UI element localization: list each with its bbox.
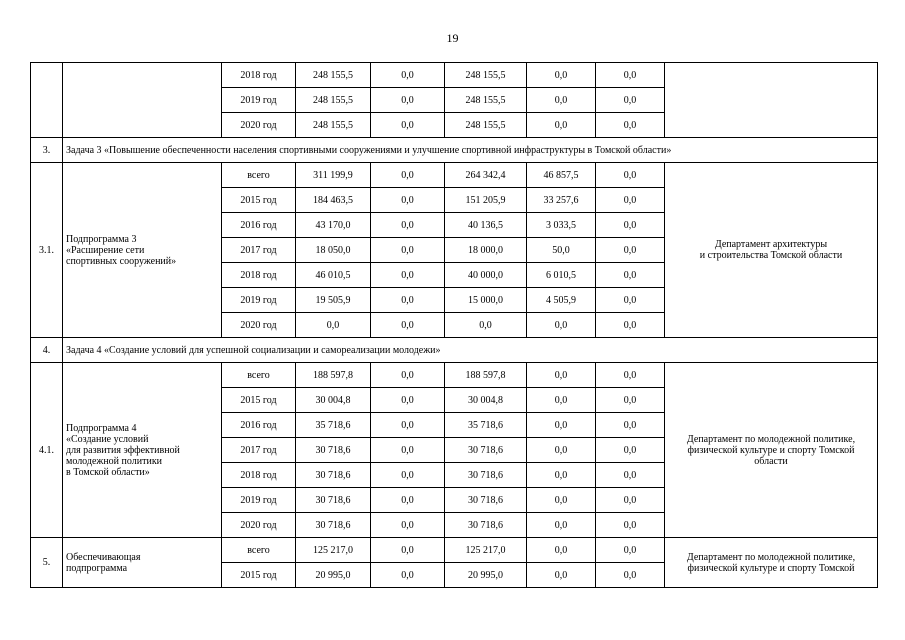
task-number: 4.: [31, 338, 63, 363]
local-cell: 0,0: [527, 88, 596, 113]
total-cell: 248 155,5: [296, 63, 371, 88]
local-cell: 0,0: [527, 538, 596, 563]
responsible-executor: Департамент по молодежной политике, физической культуре и спорту Томской: [665, 538, 878, 588]
page-number: 19: [446, 31, 459, 45]
other-cell: 0,0: [596, 313, 665, 338]
federal-cell: 0,0: [371, 238, 445, 263]
local-cell: 0,0: [527, 513, 596, 538]
regional-cell: 15 000,0: [445, 288, 527, 313]
responsible-executor: Департамент по молодежной политике, физической культуре и спорту Томской области: [665, 363, 878, 538]
total-cell: 18 050,0: [296, 238, 371, 263]
local-cell: 0,0: [527, 563, 596, 588]
year-cell: 2016 год: [222, 213, 296, 238]
task-row: [31, 138, 878, 163]
task-row: [31, 338, 878, 363]
code-cell: [31, 63, 63, 138]
other-cell: 0,0: [596, 488, 665, 513]
federal-cell: 0,0: [371, 263, 445, 288]
name-cell: [63, 63, 222, 138]
federal-cell: 0,0: [371, 113, 445, 138]
total-cell: 43 170,0: [296, 213, 371, 238]
year-cell: 2015 год: [222, 563, 296, 588]
federal-cell: 0,0: [371, 388, 445, 413]
year-cell: 2018 год: [222, 263, 296, 288]
year-cell: всего: [222, 163, 296, 188]
federal-cell: 0,0: [371, 363, 445, 388]
other-cell: 0,0: [596, 163, 665, 188]
local-cell: 3 033,5: [527, 213, 596, 238]
subprogram-code: 5.: [31, 538, 63, 588]
regional-cell: 248 155,5: [445, 113, 527, 138]
total-cell: 311 199,9: [296, 163, 371, 188]
federal-cell: 0,0: [371, 413, 445, 438]
year-cell: всего: [222, 538, 296, 563]
federal-cell: 0,0: [371, 163, 445, 188]
local-cell: 0,0: [527, 413, 596, 438]
federal-cell: 0,0: [371, 538, 445, 563]
other-cell: 0,0: [596, 388, 665, 413]
year-cell: всего: [222, 363, 296, 388]
regional-cell: 20 995,0: [445, 563, 527, 588]
responsible-executor: Департамент архитектуры и строительства Томской области: [665, 163, 878, 338]
other-cell: 0,0: [596, 288, 665, 313]
regional-cell: 30 004,8: [445, 388, 527, 413]
other-cell: 0,0: [596, 363, 665, 388]
year-cell: 2019 год: [222, 488, 296, 513]
subprogram-name: Подпрограмма 3 «Расширение сети спортивных сооружений»: [63, 163, 222, 338]
other-cell: 0,0: [596, 463, 665, 488]
local-cell: 0,0: [527, 363, 596, 388]
total-cell: 30 718,6: [296, 513, 371, 538]
year-cell: 2015 год: [222, 388, 296, 413]
federal-cell: 0,0: [371, 563, 445, 588]
other-cell: 0,0: [596, 438, 665, 463]
year-cell: 2018 год: [222, 463, 296, 488]
subprogram-name: Обеспечивающая подпрограмма: [63, 538, 222, 588]
other-cell: 0,0: [596, 213, 665, 238]
local-cell: 50,0: [527, 238, 596, 263]
federal-cell: 0,0: [371, 213, 445, 238]
total-cell: 30 004,8: [296, 388, 371, 413]
regional-cell: 188 597,8: [445, 363, 527, 388]
total-cell: 184 463,5: [296, 188, 371, 213]
local-cell: 0,0: [527, 488, 596, 513]
table-row: [31, 163, 878, 188]
total-cell: 30 718,6: [296, 438, 371, 463]
regional-cell: 0,0: [445, 313, 527, 338]
federal-cell: 0,0: [371, 88, 445, 113]
local-cell: 0,0: [527, 388, 596, 413]
local-cell: 0,0: [527, 63, 596, 88]
other-cell: 0,0: [596, 263, 665, 288]
regional-cell: 40 000,0: [445, 263, 527, 288]
year-cell: 2016 год: [222, 413, 296, 438]
regional-cell: 35 718,6: [445, 413, 527, 438]
total-cell: 125 217,0: [296, 538, 371, 563]
other-cell: 0,0: [596, 188, 665, 213]
regional-cell: 30 718,6: [445, 463, 527, 488]
federal-cell: 0,0: [371, 63, 445, 88]
federal-cell: 0,0: [371, 438, 445, 463]
federal-cell: 0,0: [371, 488, 445, 513]
total-cell: 30 718,6: [296, 488, 371, 513]
local-cell: 0,0: [527, 463, 596, 488]
task-title: Задача 3 «Повышение обеспеченности населения спортивными сооружениями и улучшение спортивной инфраструктуры в Томской области»: [63, 138, 878, 163]
federal-cell: 0,0: [371, 513, 445, 538]
year-cell: 2020 год: [222, 113, 296, 138]
other-cell: 0,0: [596, 513, 665, 538]
local-cell: 4 505,9: [527, 288, 596, 313]
regional-cell: 40 136,5: [445, 213, 527, 238]
federal-cell: 0,0: [371, 313, 445, 338]
regional-cell: 125 217,0: [445, 538, 527, 563]
total-cell: 46 010,5: [296, 263, 371, 288]
regional-cell: 30 718,6: [445, 513, 527, 538]
total-cell: 19 505,9: [296, 288, 371, 313]
total-cell: 0,0: [296, 313, 371, 338]
responsible-cell: [665, 63, 878, 138]
year-cell: 2015 год: [222, 188, 296, 213]
year-cell: 2017 год: [222, 438, 296, 463]
federal-cell: 0,0: [371, 188, 445, 213]
other-cell: 0,0: [596, 238, 665, 263]
task-number: 3.: [31, 138, 63, 163]
total-cell: 248 155,5: [296, 113, 371, 138]
year-cell: 2019 год: [222, 88, 296, 113]
regional-cell: 151 205,9: [445, 188, 527, 213]
other-cell: 0,0: [596, 63, 665, 88]
local-cell: 46 857,5: [527, 163, 596, 188]
other-cell: 0,0: [596, 413, 665, 438]
other-cell: 0,0: [596, 538, 665, 563]
year-cell: 2019 год: [222, 288, 296, 313]
subprogram-code: 4.1.: [31, 363, 63, 538]
federal-cell: 0,0: [371, 288, 445, 313]
program-funding-table: [30, 62, 878, 588]
regional-cell: 30 718,6: [445, 438, 527, 463]
year-cell: 2017 год: [222, 238, 296, 263]
total-cell: 30 718,6: [296, 463, 371, 488]
total-cell: 35 718,6: [296, 413, 371, 438]
task-title: Задача 4 «Создание условий для успешной социализации и самореализации молодежи»: [63, 338, 878, 363]
regional-cell: 248 155,5: [445, 88, 527, 113]
table-row: [31, 63, 878, 88]
total-cell: 188 597,8: [296, 363, 371, 388]
local-cell: 0,0: [527, 313, 596, 338]
regional-cell: 30 718,6: [445, 488, 527, 513]
local-cell: 6 010,5: [527, 263, 596, 288]
regional-cell: 264 342,4: [445, 163, 527, 188]
local-cell: 0,0: [527, 113, 596, 138]
table-row: [31, 538, 878, 563]
total-cell: 248 155,5: [296, 88, 371, 113]
year-cell: 2020 год: [222, 313, 296, 338]
regional-cell: 18 000,0: [445, 238, 527, 263]
other-cell: 0,0: [596, 113, 665, 138]
other-cell: 0,0: [596, 563, 665, 588]
local-cell: 33 257,6: [527, 188, 596, 213]
subprogram-name: Подпрограмма 4 «Создание условий для развития эффективной молодежной политики в Томской области»: [63, 363, 222, 538]
local-cell: 0,0: [527, 438, 596, 463]
federal-cell: 0,0: [371, 463, 445, 488]
total-cell: 20 995,0: [296, 563, 371, 588]
year-cell: 2018 год: [222, 63, 296, 88]
other-cell: 0,0: [596, 88, 665, 113]
table-row: [31, 363, 878, 388]
regional-cell: 248 155,5: [445, 63, 527, 88]
year-cell: 2020 год: [222, 513, 296, 538]
subprogram-code: 3.1.: [31, 163, 63, 338]
